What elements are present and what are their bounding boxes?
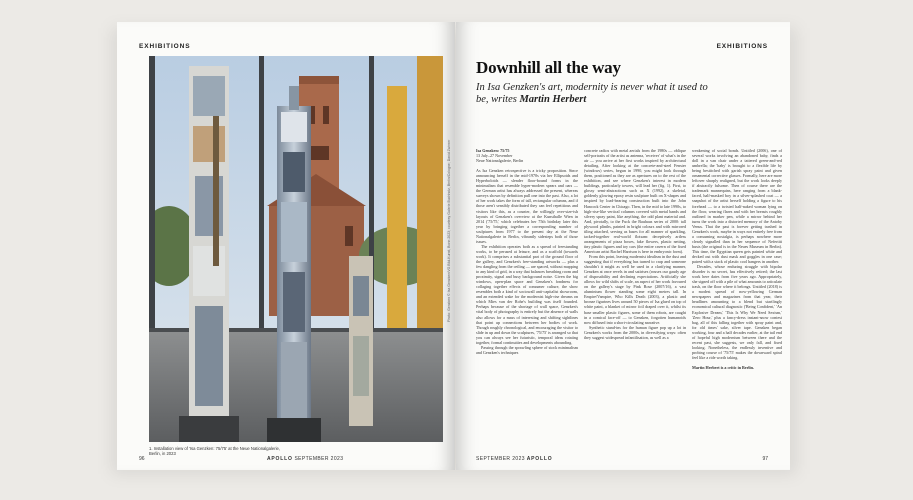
body-paragraph: Passing through the sprawling sphere of stock minimalism and Genzken's techniques: [476, 344, 578, 355]
body-column-2: [584, 148, 686, 340]
body-paragraph: Synthetic stand-ins for the human figure pop up a lot in Genzken's works from the 2000s, in diversifying ways: often they suggest widespread infantilisation, as well as a: [584, 324, 686, 340]
article-headline: Downhill all the way: [476, 58, 621, 77]
body-paragraph: As Isa Genzken retrospective is a tricky proposition. Since announcing herself in the mid-1970s via her Ellipsoids and Hyperboloids — slender floor-bound forms in the minimalism that resemble hyper-modern spears and oars — the German artist has always addressed the present, whereas surveys shown by definition pull one into the past. Also, a lot of her work takes the form of tall, rectangular columns, and if those aren't sensibly distributed they can feel repetitious and visitors like this, as a counter, the willingly over-size-ish layouts of Genzken's overview at the Kunsthalle Wien in 2014 ('75/75,' which celebrates her 75th birthday later this year by bringing together a corresponding number of sculptures from 1977 to the present day at the Neue Nationalgalerie in Berlin, vibrantly sidesteps both of those issues.: [476, 168, 578, 244]
article-standfirst: [476, 82, 716, 106]
photo-credit: Photo: Genzken © Isa Genzken/VG Bild-Kunst, Bonn 2023; courtesy Galerie Buchholz, Berlin/Cologne; David Zwirner: [447, 139, 451, 322]
exhibition-info: [476, 148, 578, 163]
body-paragraph: The exhibition operates both as a spread of freestanding works, to be perused at leisure, and as a scaffold (towards work). It comprises a substantial part of the ground floor of the gallery, and Genzken's free-standing artworks — plus a few dangling from the ceiling — are spaced, without mapping to any kind of grid, in a way that balances breathing room and proximity, signal and busy background noise. Given the big windows, open-plan space and Genzken's fondness for collaging together effects of consumer culture, the show resembles both a kind of sociowall anti-capitalist showroom, and an extended wake for the modernist high-rise dreams on which Mies van der Rohe's building was itself founded. Perhaps because of the shortage of wall space, Genzken's vital body of photography is entirely but the absence of walls also allows for a mass of interesting and shifting sightlines that point up connections between her bodies of work. Though roughly chronological, and encouraging the visitor to slide in up and down the sculptures, '75/75' is arranged so that you can always see her futuristic, temporal ideas rotating together, formal continuities and developments abounding.: [476, 243, 578, 345]
installation-photo-illustration: [149, 56, 443, 442]
body-paragraph: concrete radios with metal aerials from the 1980s — oblique self-portraits of the artist as antenna, 'receiver' of what's in the air — you arrive at her first works inspired by architectural detailing. After looking at the concrete-and-steel Fenster (windows) series, begun in 1990, you might look through them, positioned as they are as apertures on to the rest of the exhibition, and see where Genzken's interest in modern buildings, particularly towers, will lead her (fig. 1). First, to glossy semi-abstractions such as X (1992), a skeletal, goldenly glowing epoxy resin sculpture built on X-shapes and inspired by load-bearing construction built into the John Hancock Center in Chicago. Then, in the mid to late 1990s, to high-rise-like vertical columns covered with metal bands and silvery spray paint, like anything, the odd plant material and. And, pivotally, to the Fuck the Bauhaus series of 2000: tall plywood plinths, painted in bright colours and with mirrored tiling attached, serving as bases for all manner of sparkling, tacked-together real-world flotsam: deceptively artless arrangements of pizza boxes, fake flowers, plastic netting, tiny plastic figures and toy cars (the entire cavern of the fixed American artist Rachel Harrison is here in embryonic form).: [584, 148, 686, 254]
page-number-right: 97: [762, 456, 768, 462]
standfirst-text: In Isa Genzken's art, modernity is never what it used to be, writes: [476, 82, 708, 105]
page-number-left: 96: [139, 456, 145, 462]
issue-date-right: SEPTEMBER 2023: [476, 456, 525, 462]
footer-right: [476, 456, 552, 462]
body-column-3: [692, 148, 782, 370]
exhibition-title: Isa Genzken: 75/75: [476, 148, 510, 153]
body-paragraph: Decades, whose enduring struggle with bipolar disorder is no secret, has effectively retired; the last work here dates from five years ago. Appropriately, she signed off with a pile of what amounts to articulate trash, on the floor where it belongs. Untitled (2018) is a modest spread of now-yellowing German newspapers and magazines from that year, their headlines amounting to a blend but startlingly economical cultural diagnostic ('Being Confident,' 'An Explosive Dream,' 'This Is Why We Need Sexism,' 'Zero Hour,' plus a fancy-dress instant-snow contest bag, all of this falling together with spray paint and, for old times' sake, silver tape. Genzken began working, four and a half decades earlier, at the tail end of hopeful high modernism between there and the recent past, she suggests, we only fall, and fixed looking. Nonetheless, the endlessly inventive and probing course of '75/75' makes the downward spiral feel like a ride worth taking.: [692, 264, 782, 360]
right-page: [456, 22, 790, 470]
author-name: Martin Herbert: [519, 94, 587, 105]
body-paragraph: weakening of social bonds. Untitled (2006), one of several works involving an abandoned baby, finds a doll in a van chair under a tattered green-and-red umbrella; the 'baby' is brought to a flexible life by being bestitched with garish spray paint and given ornamental corrective glasses. Formally, here are more leftover sharply realigned, but the work looks deeply if abstractly fulsome. Then of course there are the trademark mannequins, here ranging from a blank-faced, half-masked boy in a silver-splashed coat — a snapshot of the artist herself holding a figure to his forehead — to a twisted half-naked woman lying on the floor, wearing flares and with her breasts roughly outlined in marker pen, while a mirror behind her turns the work into a distorted memory of the Antoby Venus. That the past is forever getting trashed in Genzken's work, maybe in ways not entirely free from a consuming nostalgia, is perhaps nowhere more clearly signalled than in her sequence of Nefertiti busts (the original is in the Neues Museum in Berlin). This time, the Egyptian queen gets painted white and decked out with dust mask and goggles in one case; paired with a stack of plastic cool hangers in another.: [692, 148, 782, 265]
body-paragraph: From this point, leaving modernist idealism in the dust and suggesting that if everything has turned to crap and someone shouldn't it might as well be used in a clarifying manner, Genzken at once revels in and satirises (rouses our gaudy age of disposability and declining expectations. Artificially she allows for wild shifts of scale, an aspect of her work favoured on the gallery's stage by Pink Rose (2007/16), a vast aluminium flower standing some eight metres tall. In Empire/Vampire, Who Kills Death (2003), a plastic and bronze figurines lives around 50 pieces of Isa glued on top of white paint, a blanket of mirror foil draped over it, whilst its base smaller plastic figures, some of them robots, are caught in a comical face-off — to Genzken, forgotten humanoids now diffused into a short-circulating narrative.: [584, 253, 686, 325]
exhibition-dates: 13 July–27 November: [476, 153, 513, 159]
magazine-name-right: APOLLO: [526, 456, 553, 462]
author-bio: Martin Herbert is a critic in Berlin.: [692, 364, 754, 370]
magazine-name-left: APOLLO: [267, 456, 293, 462]
body-column-1: [476, 148, 578, 355]
exhibition-venue: Neue Nationalgalerie, Berlin: [476, 158, 524, 164]
section-label-right: EXHIBITIONS: [716, 43, 768, 50]
installation-photo: [149, 56, 443, 442]
photo-caption: 1. Installation view of 'Isa Genzken: 75/75' at the Neue Nationalgalerie, Berlin, in 2023: [149, 446, 281, 456]
left-page: [117, 22, 455, 470]
footer-left: [267, 456, 343, 462]
section-label-left: EXHIBITIONS: [139, 43, 191, 50]
issue-date-left: SEPTEMBER 2023: [294, 456, 344, 462]
